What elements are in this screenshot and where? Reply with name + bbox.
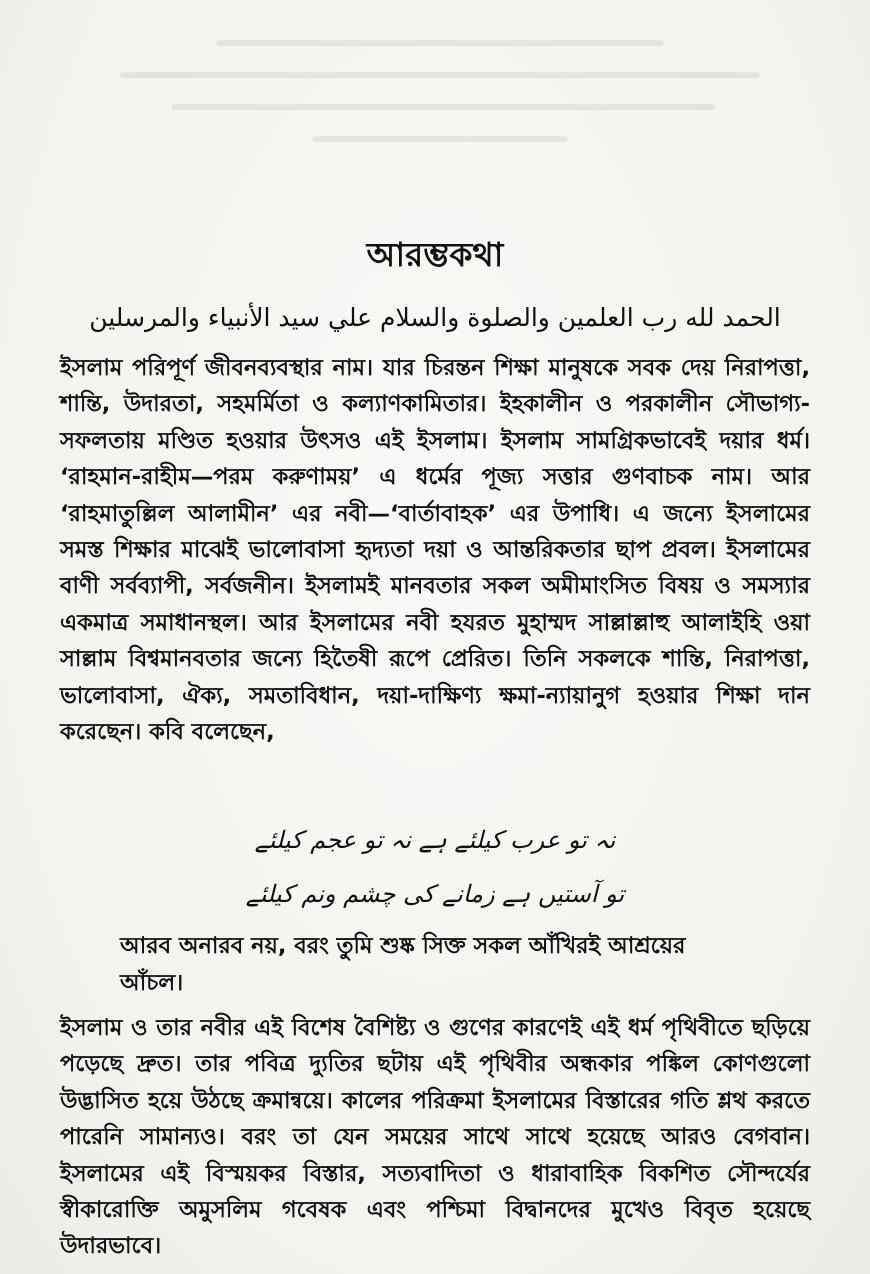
urdu-verse-line-1: نہ تو عرب کیلئے ہے نہ تو عجم کیلئے — [254, 826, 616, 854]
body-paragraph-1: ইসলাম পরিপূর্ণ জীবনব্যবস্থার নাম। যার চিরন্তন শিক্ষা মানুষকে সবক দেয় নিরাপত্তা, শান্তি, উদারতা, সহমর্মিতা ও কল্যাণকামিতার। ইহকালীন ও পরকালীন সৌভাগ্য-সফলতায় মণ্ডিত হওয়ার উৎসও এই ইসলাম। ইসলাম সামগ্রিকভাবেই দয়ার ধর্ম। ‘রাহমান-রাহীম—পরম করুণাময়’ এ ধর্মের পূজ্য সত্তার গুণবাচক নাম। আর ‘রাহমাতুল্লিল আলামীন’ এর নবী—‘বার্তাবাহক’ এর উপাধি। এ জন্যে ইসলামের সমস্ত শিক্ষার মাঝেই ভালোবাসা হৃদ্যতা দয়া ও আন্তরিকতার ছাপ প্রবল। ইসলামের বাণী সর্বব্যাপী, সর্বজনীন। ইসলামই মানবতার সকল অমীমাংসিত বিষয় ও সমস্যার একমাত্র সমাধানস্থল। আর ইসলামের নবী হযরত মুহাম্মদ সাল্লাল্লাহু আলাইহি ওয়া সাল্লাম বিশ্বমানবতার জন্যে হিতৈষী রূপে প্রেরিত। তিনি সকলকে শান্তি, নিরাপত্তা, ভালোবাসা, ঐক্য, সমতাবিধান, দয়া-দাক্ষিণ্য ক্ষমা-ন্যায়ানুগ হওয়ার শিক্ষা দান করেছেন। কবি বলেছেন, — [60, 355, 810, 746]
urdu-verse-line-2: تو آستیں ہے زمانے کی چشم ونم کیلئے — [245, 880, 625, 908]
show-through-text — [120, 40, 760, 200]
page-title: আরম্ভকথা — [366, 235, 504, 274]
verse-translation: আরব অনারব নয়, বরং তুমি শুষ্ক সিক্ত সকল আঁখিরই আশ্রয়ের আঁচল। — [120, 933, 686, 996]
body-paragraph-2: ইসলাম ও তার নবীর এই বিশেষ বৈশিষ্ট্য ও গুণের কারণেই এই ধর্ম পৃথিবীতে ছড়িয়ে পড়েছে দ্রুত। তার পবিত্র দ্যুতির ছটায় এই পৃথিবীর অন্ধকার পঙ্কিল কোণগুলো উদ্ভাসিত হয়ে উঠছে ক্রমান্বয়ে। কালের পরিক্রমা ইসলামের বিস্তারের গতি শ্লথ করতে পারেনি সামান্যও। বরং তা যেন সময়ের সাথে সাথে হয়েছে আরও বেগবান। ইসলামের এই বিস্ময়কর বিস্তার, সত্যবাদিতা ও ধারাবাহিক বিকশিত সৌন্দর্যের স্বীকারোক্তি অমুসলিম গবেষক এবং পশ্চিমা বিদ্বানদের মুখেও বিবৃত হয়েছে উদারভাবে। — [60, 1015, 810, 1260]
arabic-opening-line: الحمد لله رب العلمين والصلوة والسلام علي سيد الأنبياء والمرسلين — [89, 303, 781, 332]
